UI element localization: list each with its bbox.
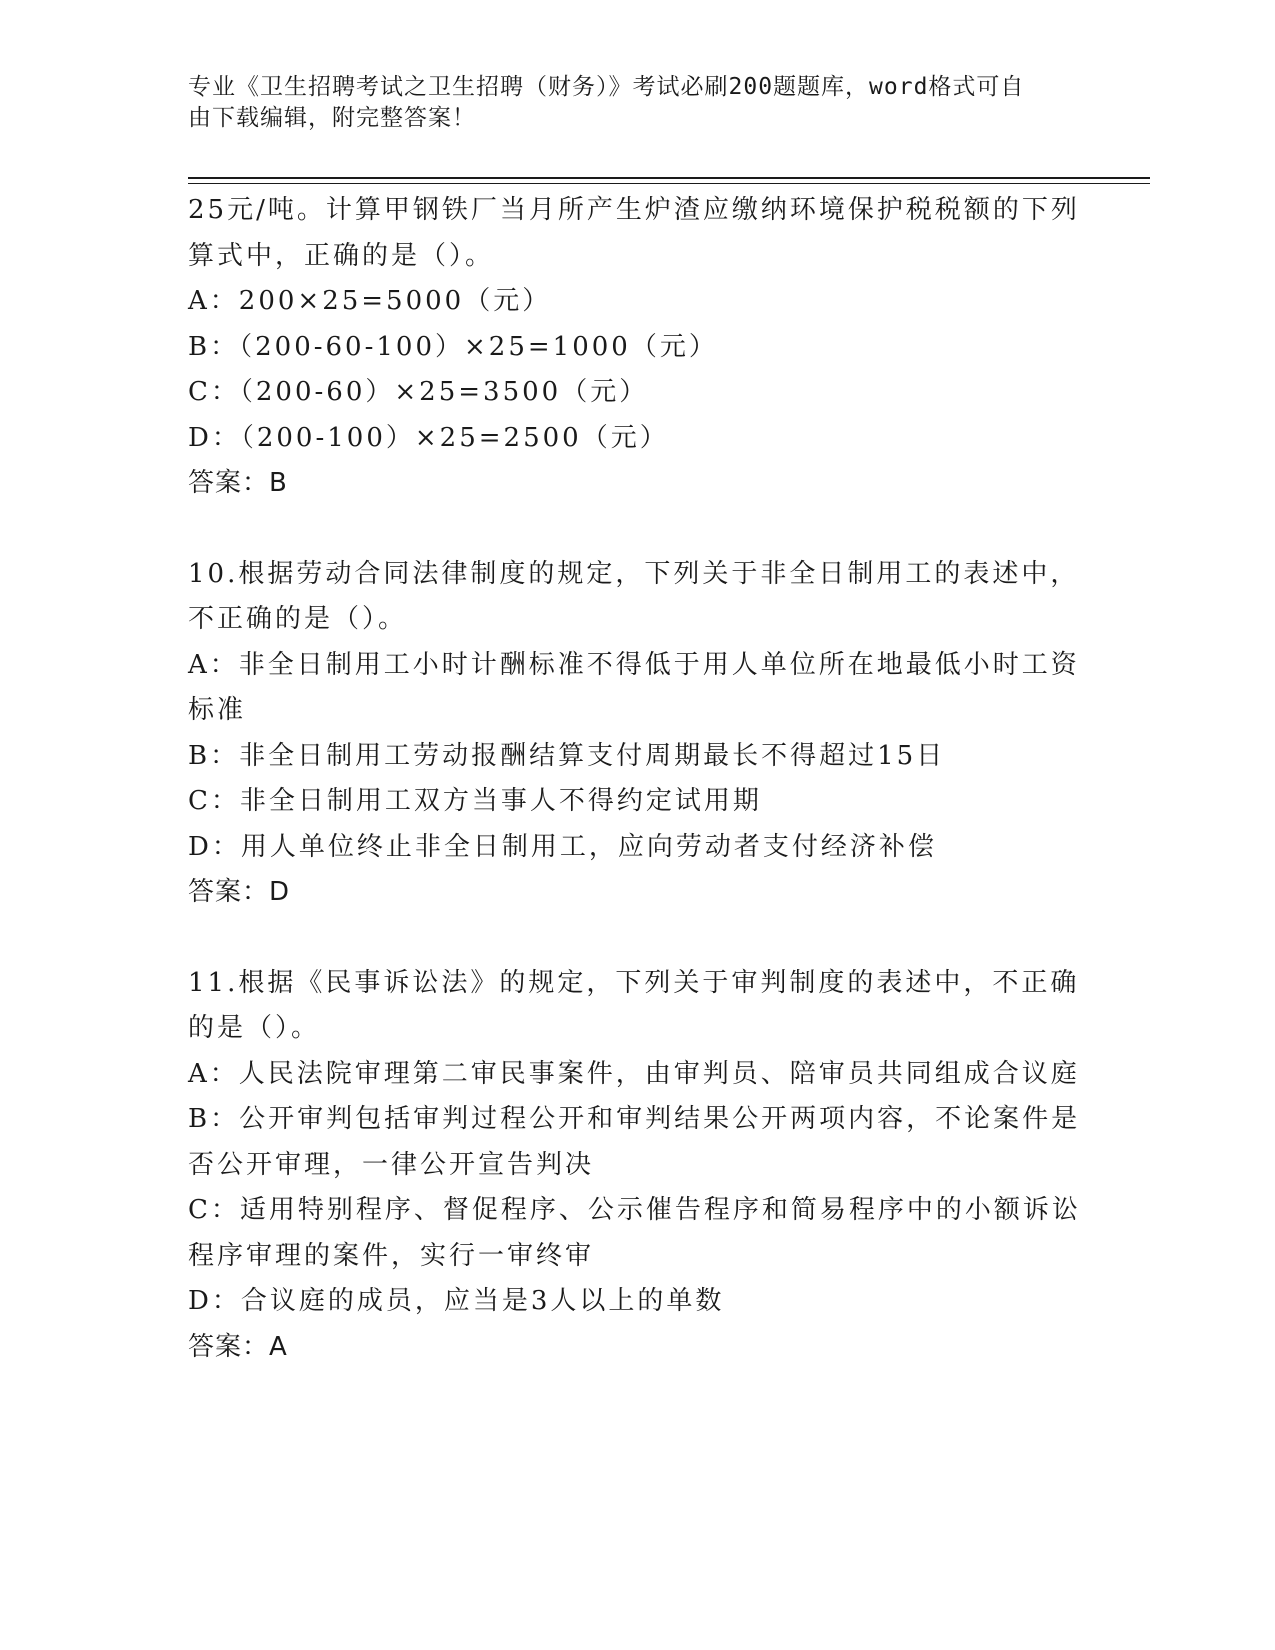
header-divider-thin <box>188 183 1150 184</box>
question-continued <box>188 188 1088 507</box>
option-c: C：非全日制用工双方当事人不得约定试用期 <box>188 786 762 816</box>
answer-label: 答案：B <box>188 468 288 498</box>
option-b-continued: 否公开审理，一律公开宣告判决 <box>188 1149 595 1180</box>
option-b: B：公开审判包括审判过程公开和审判结果公开两项内容，不论案件是 <box>188 1104 1081 1134</box>
document-header <box>188 72 1088 134</box>
question-stem-line: 10.根据劳动合同法律制度的规定，下列关于非全日制用工的表述中， <box>188 558 1080 589</box>
question-stem-line: 的是（）。 <box>188 1013 321 1043</box>
question-10 <box>188 552 1088 916</box>
header-divider-thick <box>188 177 1150 179</box>
option-a: A：200×25=5000（元） <box>188 286 552 316</box>
option-a: A：非全日制用工小时计酬标准不得低于用人单位所在地最低小时工资 <box>188 649 1080 680</box>
question-stem-line: 不正确的是（）。 <box>188 604 408 634</box>
header-line-2: 由下载编辑，附完整答案！ <box>188 105 476 131</box>
option-b: B：非全日制用工劳动报酬结算支付周期最长不得超过15日 <box>188 740 946 771</box>
option-a: A：人民法院审理第二审民事案件，由审判员、陪审员共同组成合议庭 <box>188 1058 1080 1089</box>
header-line-1: 专业《卫生招聘考试之卫生招聘（财务）》考试必刷200题题库，word格式可自 <box>188 74 1025 100</box>
option-a-continued: 标准 <box>188 695 247 725</box>
option-d: D：用人单位终止非全日制用工，应向劳动者支付经济补偿 <box>188 831 937 862</box>
question-stem-line: 算式中，正确的是（）。 <box>188 240 495 271</box>
option-c: C：（200-60）×25=3500（元） <box>188 377 649 407</box>
question-11 <box>188 961 1088 1371</box>
document-body <box>188 188 1088 1370</box>
option-c-continued: 程序审理的案件，实行一审终审 <box>188 1240 595 1271</box>
option-d: D：合议庭的成员，应当是3人以上的单数 <box>188 1286 725 1316</box>
answer-label: 答案：A <box>188 1331 288 1362</box>
question-spacer <box>188 916 1088 961</box>
question-spacer <box>188 507 1088 552</box>
option-d: D：（200-100）×25=2500（元） <box>188 422 669 453</box>
question-stem-line: 11.根据《民事诉讼法》的规定，下列关于审判制度的表述中，不正确 <box>188 967 1080 998</box>
question-stem-line: 25元/吨。计算甲钢铁厂当月所产生炉渣应缴纳环境保护税税额的下列 <box>188 195 1080 225</box>
option-c: C：适用特别程序、督促程序、公示催告程序和简易程序中的小额诉讼 <box>188 1195 1081 1225</box>
answer-label: 答案：D <box>188 877 291 907</box>
option-b: B：（200-60-100）×25=1000（元） <box>188 331 718 362</box>
